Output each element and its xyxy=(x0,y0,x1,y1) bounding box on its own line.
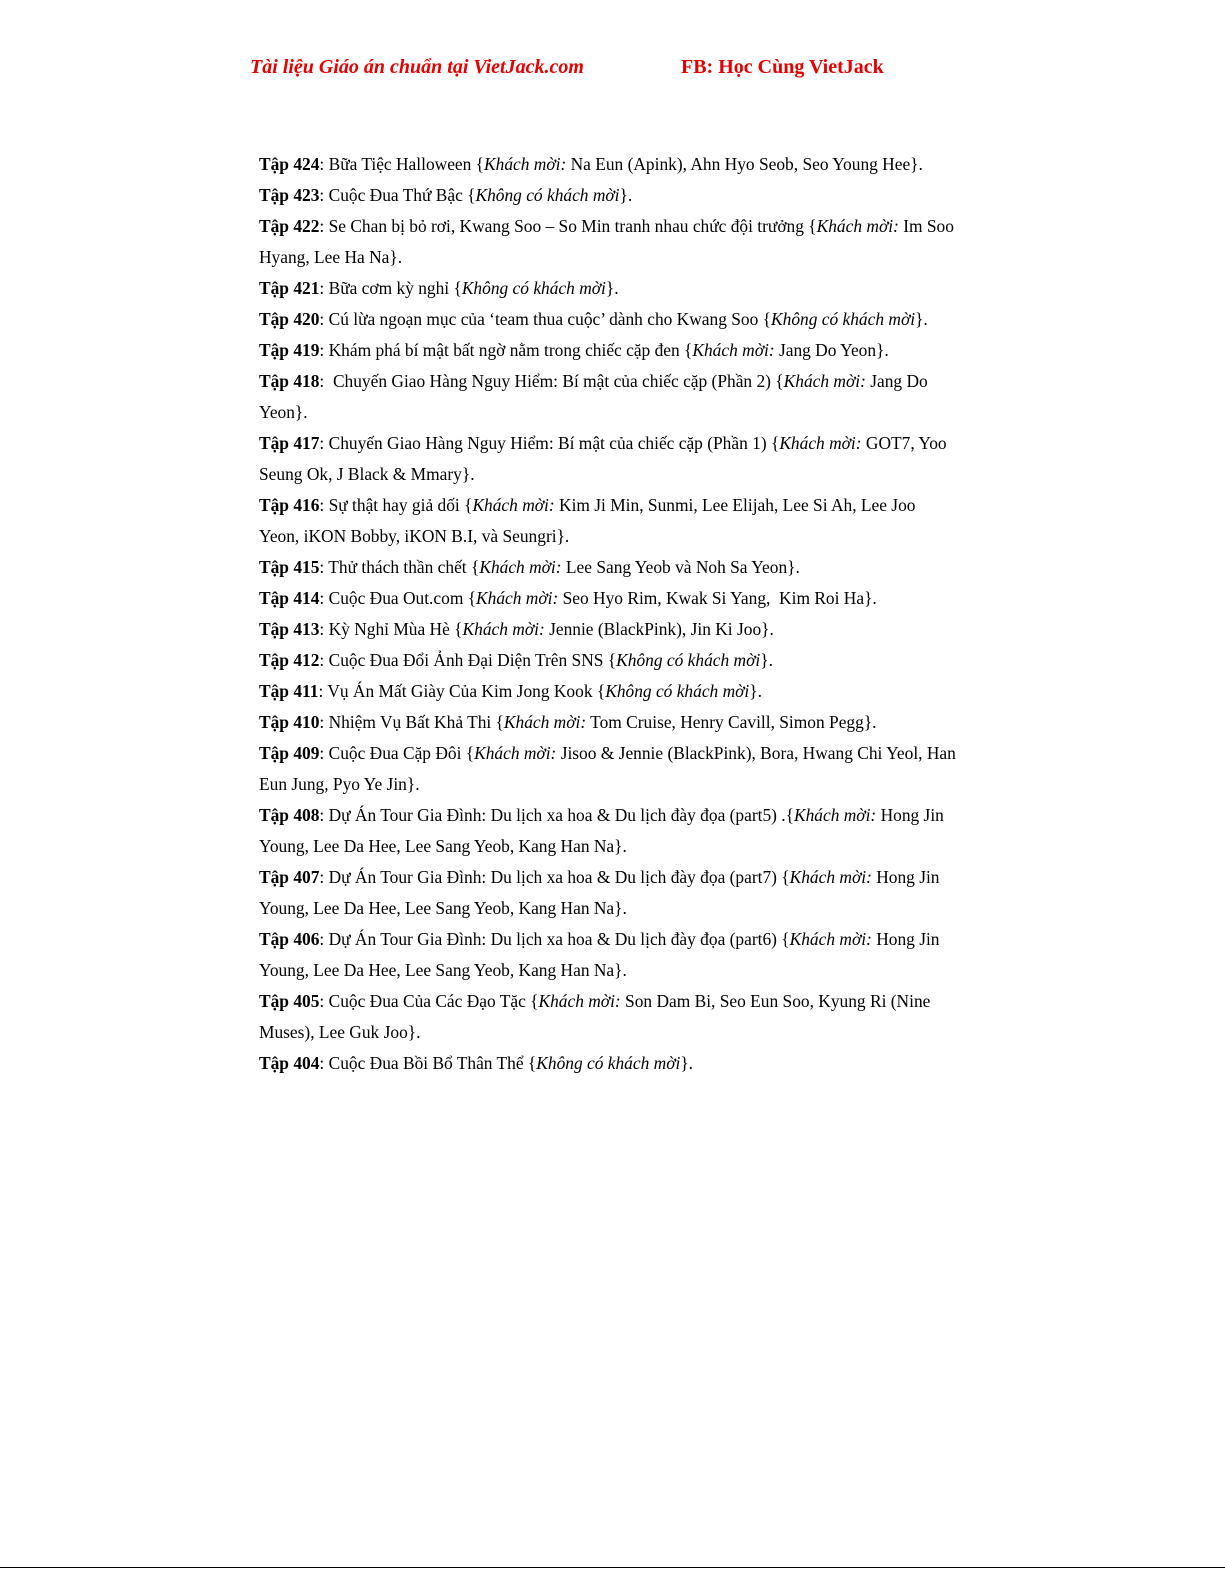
episode-title: Thử thách thần chết { xyxy=(328,557,480,577)
episode-guests: GOT7, Yoo Seung Ok, J Black & Mmary}. xyxy=(259,433,947,484)
episode-label: Tập 422 xyxy=(259,216,320,236)
guest-label: Khách mời: xyxy=(538,991,621,1011)
no-guest-note: Không có khách mời xyxy=(536,1053,681,1073)
episode-item xyxy=(259,366,959,428)
episode-title: Dự Án Tour Gia Đình: Du lịch xa hoa & Du lịch đày đọa (part6) { xyxy=(328,929,790,949)
episode-item xyxy=(259,490,959,552)
episode-separator: : xyxy=(319,991,329,1011)
episode-item xyxy=(259,149,959,180)
episode-separator: : xyxy=(319,867,329,887)
episode-label: Tập 411 xyxy=(259,681,319,701)
header-site-title: Tài liệu Giáo án chuẩn tại VietJack.com xyxy=(250,56,584,78)
episode-title: Chuyến Giao Hàng Nguy Hiểm: Bí mật của chiếc cặp (Phần 1) { xyxy=(328,433,780,453)
episode-title: Chuyến Giao Hàng Nguy Hiểm: Bí mật của chiếc cặp (Phần 2) { xyxy=(332,371,784,391)
episode-separator: : xyxy=(319,495,329,515)
episode-tail: }. xyxy=(605,278,619,298)
episode-label: Tập 407 xyxy=(259,867,320,887)
episode-tail: }. xyxy=(915,309,928,329)
no-guest-note: Không có khách mời xyxy=(605,681,750,701)
episode-title: Vụ Án Mất Giày Của Kim Jong Kook { xyxy=(327,681,606,701)
episode-separator: : xyxy=(319,805,329,825)
episode-guests: Jang Do Yeon}. xyxy=(774,340,889,360)
episode-item xyxy=(259,335,959,366)
episode-separator: : xyxy=(318,681,328,701)
episode-label: Tập 419 xyxy=(259,340,320,360)
episode-title: Khám phá bí mật bất ngờ nằm trong chiếc cặp đen { xyxy=(328,340,693,360)
episode-guests: Jang Do Yeon}. xyxy=(259,371,928,422)
episode-tail: }. xyxy=(680,1053,694,1073)
episode-title: Se Chan bị bỏ rơi, Kwang Soo – So Min tranh nhau chức đội trưởng { xyxy=(328,216,817,236)
guest-label: Khách mời: xyxy=(692,340,775,360)
episode-item xyxy=(259,180,959,211)
episode-guests: Jisoo & Jennie (BlackPink), Bora, Hwang Chi Yeol, Han Eun Jung, Pyo Ye Jin}. xyxy=(259,743,956,794)
episode-label: Tập 409 xyxy=(259,743,320,763)
episode-label: Tập 416 xyxy=(259,495,320,515)
guest-label: Khách mời: xyxy=(462,619,545,639)
episode-item xyxy=(259,707,959,738)
guest-label: Khách mời: xyxy=(484,154,567,174)
episode-guests: Hong Jin Young, Lee Da Hee, Lee Sang Yeob, Kang Han Na}. xyxy=(259,867,940,918)
episode-guests: Na Eun (Apink), Ahn Hyo Seob, Seo Young Hee}. xyxy=(566,154,923,174)
episode-separator: : xyxy=(319,1053,329,1073)
guest-label: Khách mời: xyxy=(476,588,559,608)
episode-guests: Seo Hyo Rim, Kwak Si Yang, Kim Roi Ha}. xyxy=(558,588,877,608)
episode-separator: : xyxy=(319,929,329,949)
episode-separator: : xyxy=(319,619,329,639)
episode-guests: Son Dam Bi, Seo Eun Soo, Kyung Ri (Nine Muses), Lee Guk Joo}. xyxy=(259,991,931,1042)
episode-title: Cuộc Đua Của Các Đạo Tặc { xyxy=(328,991,539,1011)
episode-separator: : xyxy=(319,371,333,391)
episode-title: Cuộc Đua Out.com { xyxy=(328,588,477,608)
episode-title: Cuộc Đua Thứ Bậc { xyxy=(328,185,476,205)
episode-item xyxy=(259,428,959,490)
episode-separator: : xyxy=(319,340,329,360)
episode-item xyxy=(259,614,959,645)
episode-label: Tập 412 xyxy=(259,650,320,670)
guest-label: Khách mời: xyxy=(789,929,872,949)
episode-separator: : xyxy=(319,154,329,174)
episode-label: Tập 420 xyxy=(259,309,320,329)
episode-separator: : xyxy=(319,588,329,608)
episode-tail: }. xyxy=(619,185,633,205)
episode-label: Tập 406 xyxy=(259,929,320,949)
page-header xyxy=(0,56,1225,86)
episode-item xyxy=(259,738,959,800)
episode-label: Tập 415 xyxy=(259,557,320,577)
episode-title: Dự Án Tour Gia Đình: Du lịch xa hoa & Du lịch đày đọa (part5) .{ xyxy=(328,805,794,825)
episode-item xyxy=(259,800,959,862)
episode-item xyxy=(259,986,959,1048)
episode-item xyxy=(259,552,959,583)
guest-label: Khách mời: xyxy=(779,433,862,453)
episode-tail: }. xyxy=(760,650,773,670)
guest-label: Khách mời: xyxy=(472,495,555,515)
episode-item xyxy=(259,862,959,924)
episode-tail: }. xyxy=(749,681,762,701)
episode-title: Cuộc Đua Bồi Bổ Thân Thể { xyxy=(328,1053,537,1073)
episode-title: Kỳ Nghỉ Mùa Hè { xyxy=(328,619,463,639)
episode-item xyxy=(259,273,959,304)
episode-item xyxy=(259,211,959,273)
episode-title: Nhiệm Vụ Bất Khả Thi { xyxy=(328,712,504,732)
episode-item xyxy=(259,924,959,986)
episode-title: Cú lừa ngoạn mục của ‘team thua cuộc’ dành cho Kwang Soo { xyxy=(328,309,772,329)
episode-label: Tập 423 xyxy=(259,185,320,205)
episode-separator: : xyxy=(319,185,329,205)
episode-title: Dự Án Tour Gia Đình: Du lịch xa hoa & Du lịch đày đọa (part7) { xyxy=(328,867,790,887)
episode-label: Tập 421 xyxy=(259,278,320,298)
episode-guests: Kim Ji Min, Sunmi, Lee Elijah, Lee Si Ah, Lee Joo Yeon, iKON Bobby, iKON B.I, và Seungri}. xyxy=(259,495,916,546)
episode-label: Tập 418 xyxy=(259,371,320,391)
episode-label: Tập 405 xyxy=(259,991,320,1011)
episode-item xyxy=(259,583,959,614)
guest-label: Khách mời: xyxy=(789,867,872,887)
episode-title: Cuộc Đua Cặp Đôi { xyxy=(328,743,475,763)
episode-title: Sự thật hay giả dối { xyxy=(328,495,473,515)
episode-label: Tập 410 xyxy=(259,712,320,732)
episode-item xyxy=(259,676,959,707)
episode-guests: Jennie (BlackPink), Jin Ki Joo}. xyxy=(544,619,774,639)
episode-title: Bữa Tiệc Halloween { xyxy=(328,154,485,174)
episode-title: Cuộc Đua Đổi Ảnh Đại Diện Trên SNS { xyxy=(328,650,617,670)
episode-guests: Hong Jin Young, Lee Da Hee, Lee Sang Yeob, Kang Han Na}. xyxy=(259,805,944,856)
episode-label: Tập 424 xyxy=(259,154,320,174)
episode-item xyxy=(259,645,959,676)
guest-label: Khách mời: xyxy=(783,371,866,391)
episode-label: Tập 404 xyxy=(259,1053,320,1073)
episode-list xyxy=(259,149,959,1079)
episode-separator: : xyxy=(319,216,329,236)
episode-guests: Im Soo Hyang, Lee Ha Na}. xyxy=(259,216,954,267)
episode-separator: : xyxy=(319,650,329,670)
no-guest-note: Không có khách mời xyxy=(771,309,916,329)
episode-item xyxy=(259,1048,959,1079)
episode-separator: : xyxy=(319,433,329,453)
episode-separator: : xyxy=(319,278,329,298)
guest-label: Khách mời: xyxy=(474,743,557,763)
episode-label: Tập 413 xyxy=(259,619,320,639)
episode-label: Tập 414 xyxy=(259,588,320,608)
guest-label: Khách mời: xyxy=(794,805,877,825)
episode-separator: : xyxy=(319,743,329,763)
episode-guests: Hong Jin Young, Lee Da Hee, Lee Sang Yeob, Kang Han Na}. xyxy=(259,929,940,980)
episode-item xyxy=(259,304,959,335)
page-bottom-border xyxy=(0,1567,1225,1568)
episode-separator: : xyxy=(319,309,329,329)
episode-guests: Tom Cruise, Henry Cavill, Simon Pegg}. xyxy=(586,712,877,732)
episode-label: Tập 408 xyxy=(259,805,320,825)
guest-label: Khách mời: xyxy=(479,557,562,577)
episode-separator: : xyxy=(319,712,329,732)
no-guest-note: Không có khách mời xyxy=(616,650,761,670)
episode-title: Bữa cơm kỳ nghỉ { xyxy=(328,278,462,298)
episode-guests: Lee Sang Yeob và Noh Sa Yeon}. xyxy=(561,557,800,577)
episode-separator: : xyxy=(319,557,329,577)
no-guest-note: Không có khách mời xyxy=(475,185,620,205)
guest-label: Khách mời: xyxy=(816,216,899,236)
header-facebook-link[interactable]: FB: Học Cùng VietJack xyxy=(681,56,884,78)
no-guest-note: Không có khách mời xyxy=(461,278,606,298)
episode-label: Tập 417 xyxy=(259,433,320,453)
guest-label: Khách mời: xyxy=(503,712,587,732)
